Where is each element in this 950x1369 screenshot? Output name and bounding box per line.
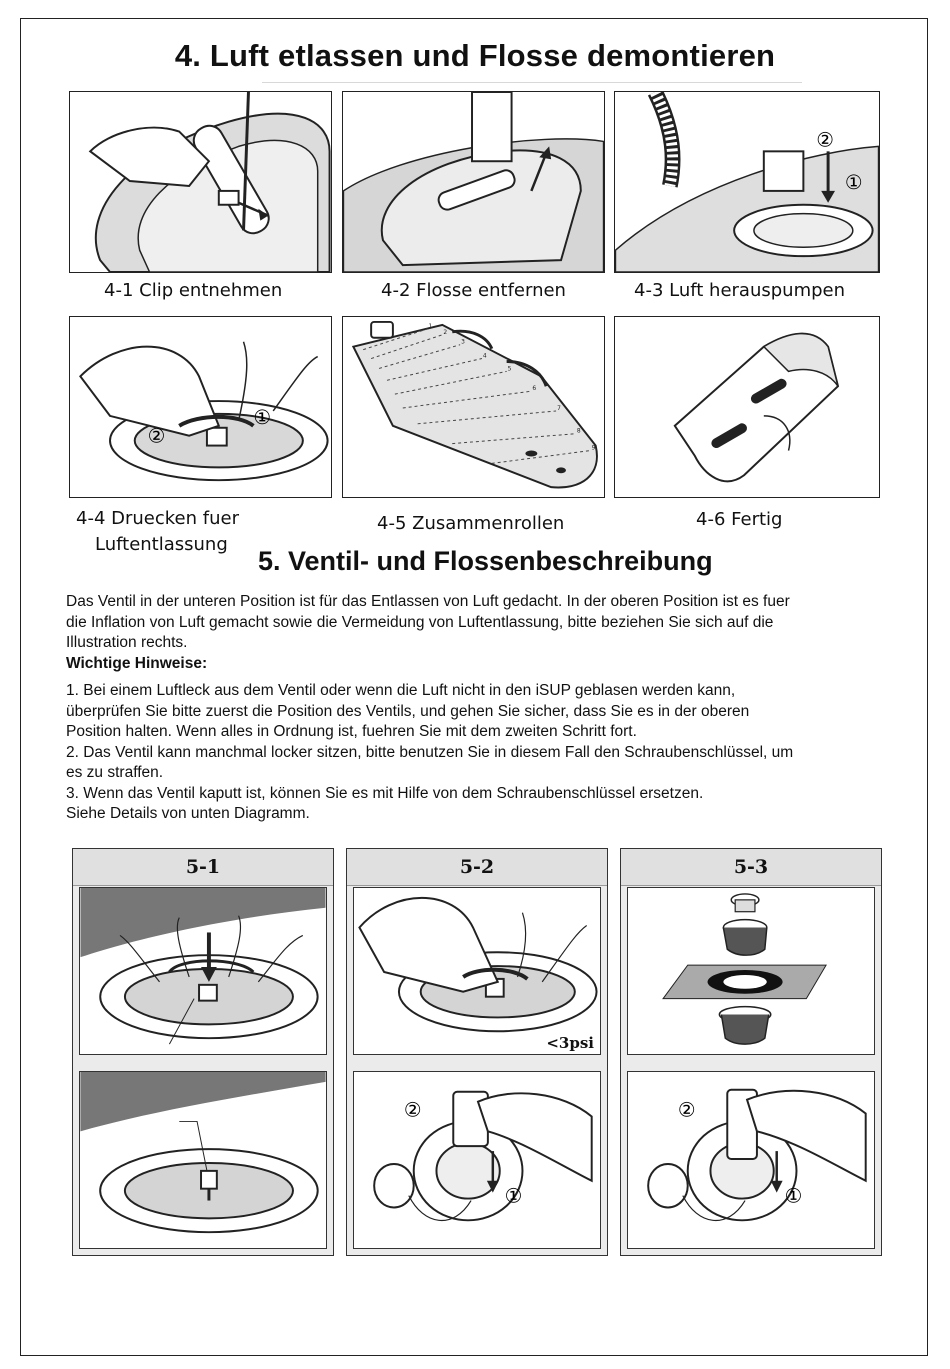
note-line: 3. Wenn das Ventil kaputt ist, können Sie es mit Hilfe von dem Schraubenschlüssel ersetzen. (66, 784, 704, 802)
illustration-4-4-press (69, 316, 332, 498)
section-5-title: 5. Ventil- und Flossenbeschreibung (258, 546, 713, 576)
roll-step: 9 (591, 444, 596, 452)
diagram-5-3-bottom (627, 1071, 875, 1249)
diagram-5-2-label: 5-2 (347, 849, 607, 886)
roll-step: 8 (576, 427, 581, 435)
illustration-4-5-roll (342, 316, 605, 498)
press-to-deflate-drawing (354, 888, 600, 1054)
marker-one: ① (784, 1184, 803, 1208)
fin-removal-drawing (343, 92, 604, 272)
illustration-4-3-pump (614, 91, 880, 273)
press-valve-drawing (70, 317, 331, 497)
note-line: es zu straffen. (66, 764, 164, 781)
valve-up-drawing (80, 1072, 326, 1248)
marker-one: ① (844, 170, 863, 194)
roll-step: 2 (443, 328, 448, 336)
note-line: überprüfen Sie bitte zuerst die Position des Ventils, und gehen Sie sicher, dass Sie es in der oberen (66, 702, 750, 720)
diagram-5-1 (72, 848, 334, 1256)
notes-heading: Wichtige Hinweise: (66, 654, 208, 672)
note-line: Position halten. Wenn alles in Ordnung ist, fuehren Sie mit dem zweiten Schritt fort. (66, 723, 637, 740)
roll-step: 7 (557, 404, 561, 412)
illustration-4-6-done (614, 316, 880, 498)
marker-two: ② (403, 1098, 422, 1122)
valve-down-drawing (80, 888, 326, 1054)
note-line: 1. Bei einem Luftleck aus dem Ventil oder wenn die Luft nicht in den iSUP geblasen werden kann, (66, 682, 736, 699)
caption-4-3: 4-3 Luft herauspumpen (634, 280, 846, 301)
roll-step: 6 (532, 385, 537, 393)
note-line: Siehe Details von unten Diagramm. (66, 805, 310, 822)
section-4-title: 4. Luft etlassen und Flosse demontieren (174, 38, 776, 73)
diagram-5-1-top (79, 887, 327, 1055)
wrench-tighten-drawing (354, 1072, 600, 1248)
roll-step: 5 (507, 365, 512, 373)
roll-board-drawing (343, 317, 604, 497)
caption-4-6: 4-6 Fertig (696, 509, 783, 530)
marker-two: ② (816, 128, 834, 152)
caption-4-4 (76, 506, 239, 558)
caption-4-5: 4-5 Zusammenrollen (377, 513, 565, 534)
caption-4-1: 4-1 Clip entnehmen (104, 280, 283, 301)
caption-4-4-line2: Luftentlassung (95, 534, 228, 555)
pressure-label: <3psi (546, 1034, 594, 1052)
marker-two: ② (677, 1098, 696, 1122)
roll-step: 1 (428, 322, 433, 330)
illustration-4-1-clip (69, 91, 332, 273)
notes-list (66, 681, 896, 825)
valve-parts-exploded-drawing (628, 888, 874, 1054)
intro-line: Das Ventil in der unteren Position ist für das Entlassen von Luft gedacht. In der oberen Position ist es fuer (66, 593, 790, 610)
marker-two: ② (147, 424, 166, 448)
caption-4-4-line1: 4-4 Druecken fuer (76, 508, 239, 529)
roll-step: 3 (461, 338, 465, 346)
clip-removal-drawing (70, 92, 331, 272)
diagram-5-2-top (353, 887, 601, 1055)
pump-out-drawing (615, 92, 879, 272)
illustration-4-2-fin (342, 91, 605, 273)
diagram-5-3-label: 5-3 (621, 849, 881, 886)
diagram-5-2 (346, 848, 608, 1256)
caption-4-2: 4-2 Flosse entfernen (381, 280, 566, 301)
intro-paragraph (66, 592, 896, 674)
diagram-5-1-label: 5-1 (73, 849, 333, 886)
intro-line: die Inflation von Luft gemacht sowie die Vermeidung von Luftentlassung, bitte beziehen Sie sich auf die (66, 613, 774, 631)
intro-line: Illustration rechts. (66, 634, 188, 651)
diagram-5-3 (620, 848, 882, 1256)
rolled-board-drawing (615, 317, 879, 497)
wrench-replace-drawing (628, 1072, 874, 1248)
diagram-5-3-top (627, 887, 875, 1055)
marker-one: ① (253, 405, 272, 429)
diagram-5-1-bottom (79, 1071, 327, 1249)
note-line: 2. Das Ventil kann manchmal locker sitzen, bitte benutzen Sie in diesem Fall den Schraubenschlüssel, um (66, 743, 794, 761)
title-rule (262, 82, 802, 83)
roll-step: 4 (482, 352, 487, 360)
marker-one: ① (504, 1184, 523, 1208)
diagram-5-2-bottom (353, 1071, 601, 1249)
